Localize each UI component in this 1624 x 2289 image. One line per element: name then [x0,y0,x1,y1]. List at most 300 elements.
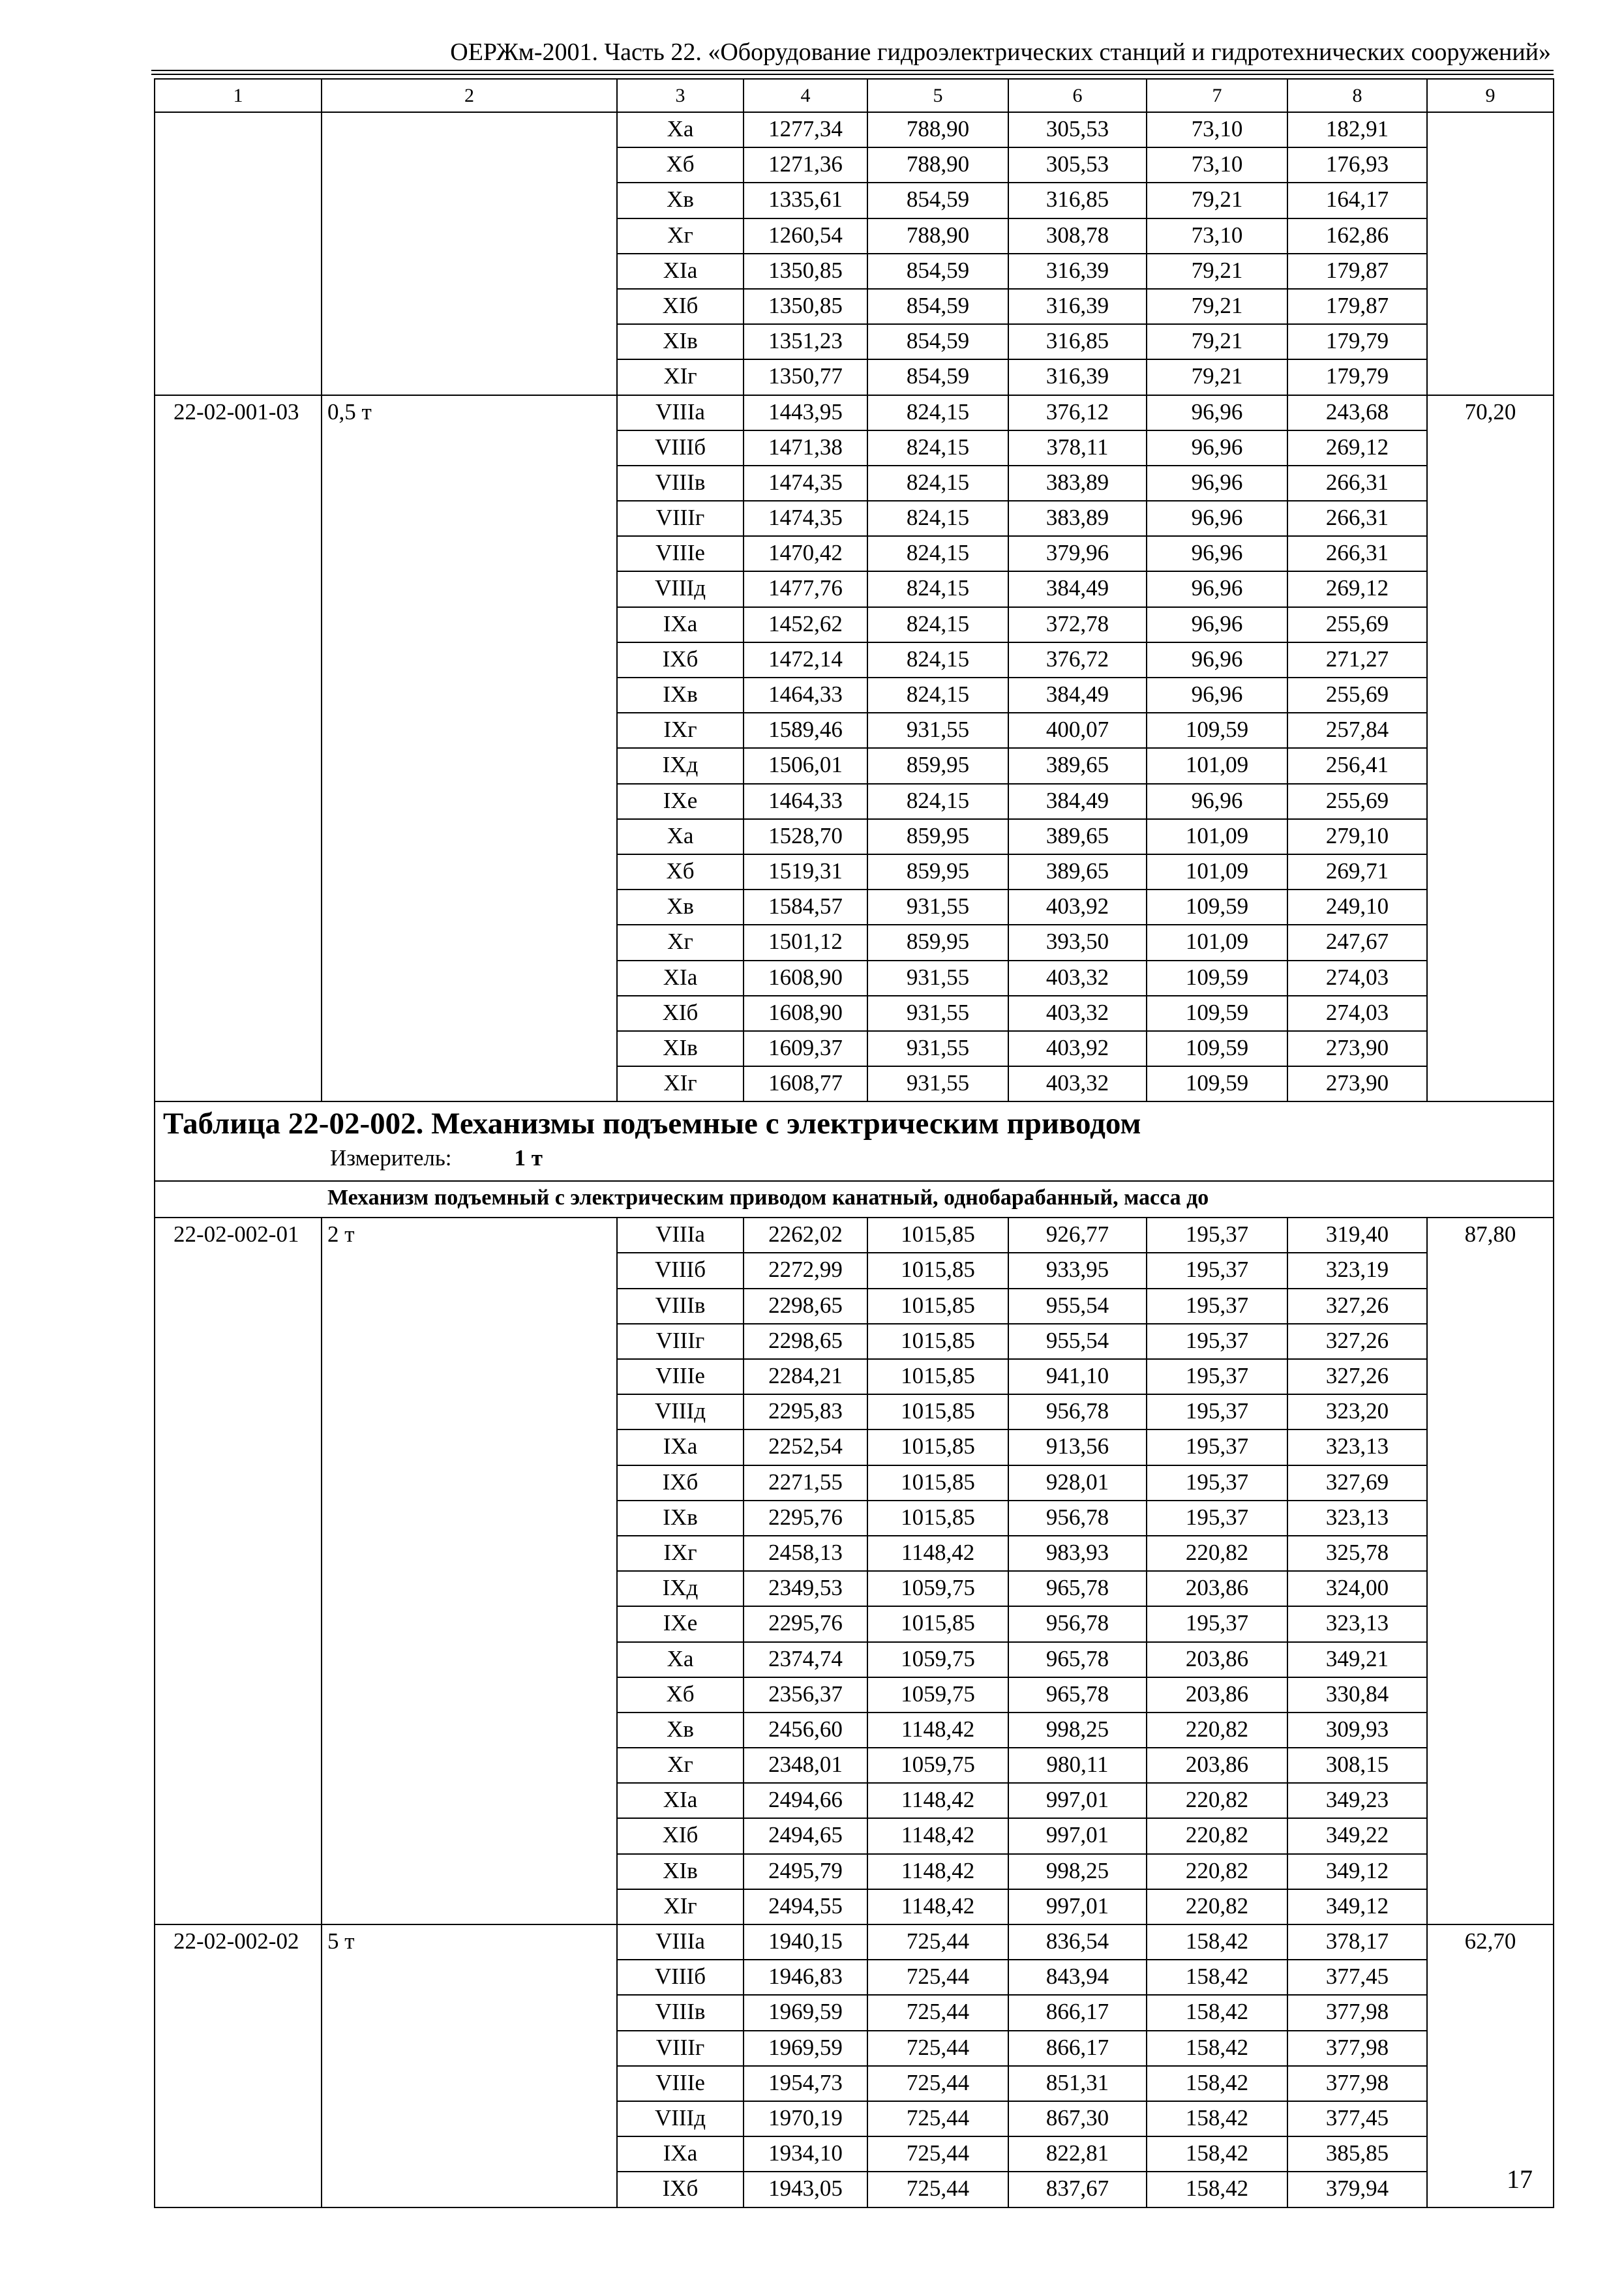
value-cell: 824,15 [867,536,1008,571]
value-cell: 79,21 [1147,183,1287,218]
value-cell: 158,42 [1147,1924,1287,1960]
value-cell: 101,09 [1147,925,1287,960]
value-cell: 324,00 [1287,1571,1427,1606]
value-cell: 2494,66 [744,1783,867,1818]
value-cell: 379,94 [1287,2172,1427,2207]
value-cell: 725,44 [867,2101,1008,2136]
value-cell: 349,22 [1287,1818,1427,1853]
value-cell: 1148,42 [867,1889,1008,1924]
value-cell: 1443,95 [744,395,867,430]
value-cell: 725,44 [867,1924,1008,1960]
value-cell: 1015,85 [867,1501,1008,1536]
region-cell: Xа [617,819,744,854]
value-cell: 725,44 [867,1960,1008,1995]
value-cell: 1059,75 [867,1571,1008,1606]
value-cell: 305,53 [1008,147,1147,183]
value-cell: 384,49 [1008,571,1147,606]
value-cell: 1528,70 [744,819,867,854]
region-cell: IXе [617,784,744,819]
value-cell: 377,98 [1287,2066,1427,2101]
value-cell: 101,09 [1147,819,1287,854]
value-cell: 203,86 [1147,1571,1287,1606]
value-cell: 1015,85 [867,1429,1008,1465]
value-cell: 96,96 [1147,678,1287,713]
value-cell: 1608,90 [744,961,867,996]
value-cell: 266,31 [1287,536,1427,571]
value-cell: 931,55 [867,1031,1008,1066]
value-cell: 330,84 [1287,1677,1427,1713]
value-cell: 274,03 [1287,996,1427,1031]
value-cell: 389,65 [1008,748,1147,783]
value-cell: 179,79 [1287,359,1427,395]
value-cell: 1470,42 [744,536,867,571]
value-cell: 854,59 [867,183,1008,218]
value-cell: 955,54 [1008,1324,1147,1359]
region-cell: VIIIе [617,1359,744,1394]
value-cell: 182,91 [1287,112,1427,147]
value-cell: 325,78 [1287,1536,1427,1571]
value-cell: 1946,83 [744,1960,867,1995]
value-cell: 257,84 [1287,713,1427,748]
value-cell: 854,59 [867,289,1008,324]
value-cell: 271,27 [1287,642,1427,678]
value-cell: 2271,55 [744,1465,867,1501]
value-cell: 1464,33 [744,678,867,713]
value-cell: 327,26 [1287,1359,1427,1394]
value-cell: 983,93 [1008,1536,1147,1571]
value-cell: 195,37 [1147,1465,1287,1501]
value-cell: 220,82 [1147,1854,1287,1889]
region-cell: IXб [617,642,744,678]
value-cell: 101,09 [1147,748,1287,783]
region-cell: Xв [617,183,744,218]
table-title-row [155,1101,1554,1181]
value-cell: 2298,65 [744,1289,867,1324]
value-cell: 2494,65 [744,1818,867,1853]
value-cell: 158,42 [1147,1960,1287,1995]
region-cell: XIб [617,289,744,324]
rate-code: 22-02-002-01 [155,1218,322,1924]
value-cell: 109,59 [1147,996,1287,1031]
value-cell: 316,85 [1008,183,1147,218]
value-cell: 998,25 [1008,1713,1147,1748]
value-cell: 269,71 [1287,854,1427,890]
value-cell: 389,65 [1008,854,1147,890]
value-cell: 1148,42 [867,1783,1008,1818]
value-cell: 1940,15 [744,1924,867,1960]
value-cell: 854,59 [867,359,1008,395]
value-cell: 1148,42 [867,1713,1008,1748]
region-cell: XIв [617,1031,744,1066]
region-cell: Xв [617,1713,744,1748]
region-cell: VIIIе [617,536,744,571]
value-cell: 1015,85 [867,1465,1008,1501]
value-cell: 851,31 [1008,2066,1147,2101]
value-cell: 379,96 [1008,536,1147,571]
labor-cost-cell: 70,20 [1427,395,1554,1102]
value-cell: 1474,35 [744,466,867,501]
value-cell: 854,59 [867,254,1008,289]
column-numbers-row [155,79,1554,112]
value-cell: 859,95 [867,925,1008,960]
value-cell: 158,42 [1147,1995,1287,2030]
region-cell: VIIIа [617,1218,744,1253]
value-cell: 247,67 [1287,925,1427,960]
value-cell: 1059,75 [867,1642,1008,1677]
labor-cost-cell [1427,112,1554,395]
region-cell: VIIIд [617,1394,744,1429]
column-number: 8 [1287,79,1427,112]
region-cell: VIIIв [617,1289,744,1324]
value-cell: 158,42 [1147,2066,1287,2101]
value-cell: 220,82 [1147,1783,1287,1818]
value-cell: 867,30 [1008,2101,1147,2136]
value-cell: 385,85 [1287,2136,1427,2172]
value-cell: 866,17 [1008,2031,1147,2066]
value-cell: 109,59 [1147,1066,1287,1101]
group-title: Механизм подъемный с электрическим приводом канатный, однобарабанный, масса до [155,1181,1554,1218]
region-cell: IXг [617,713,744,748]
value-cell: 327,26 [1287,1289,1427,1324]
value-cell: 980,11 [1008,1748,1147,1783]
value-cell: 109,59 [1147,961,1287,996]
value-cell: 403,32 [1008,996,1147,1031]
value-cell: 349,12 [1287,1854,1427,1889]
value-cell: 195,37 [1147,1501,1287,1536]
value-cell: 372,78 [1008,607,1147,642]
value-cell: 383,89 [1008,466,1147,501]
region-cell: Xв [617,890,744,925]
region-cell: Xг [617,1748,744,1783]
value-cell: 158,42 [1147,2136,1287,2172]
value-cell: 2348,01 [744,1748,867,1783]
value-cell: 164,17 [1287,183,1427,218]
value-cell: 931,55 [867,713,1008,748]
value-cell: 1015,85 [867,1253,1008,1288]
rate-name: 0,5 т [322,395,617,1102]
value-cell: 176,93 [1287,147,1427,183]
value-cell: 220,82 [1147,1889,1287,1924]
value-cell: 788,90 [867,147,1008,183]
value-cell: 349,21 [1287,1642,1427,1677]
value-cell: 1260,54 [744,218,867,254]
value-cell: 305,53 [1008,112,1147,147]
value-cell: 323,13 [1287,1606,1427,1641]
value-cell: 327,69 [1287,1465,1427,1501]
value-cell: 965,78 [1008,1677,1147,1713]
value-cell: 824,15 [867,784,1008,819]
region-cell: XIб [617,1818,744,1853]
region-cell: VIIIб [617,1253,744,1288]
value-cell: 109,59 [1147,890,1287,925]
value-cell: 96,96 [1147,784,1287,819]
value-cell: 725,44 [867,1995,1008,2030]
value-cell: 956,78 [1008,1394,1147,1429]
value-cell: 965,78 [1008,1642,1147,1677]
value-cell: 377,98 [1287,2031,1427,2066]
value-cell: 1954,73 [744,2066,867,2101]
value-cell: 378,17 [1287,1924,1427,1960]
value-cell: 997,01 [1008,1818,1147,1853]
value-cell: 308,78 [1008,218,1147,254]
region-cell: Xб [617,147,744,183]
value-cell: 997,01 [1008,1783,1147,1818]
value-cell: 220,82 [1147,1818,1287,1853]
value-cell: 1059,75 [867,1677,1008,1713]
region-cell: IXе [617,1606,744,1641]
value-cell: 1148,42 [867,1854,1008,1889]
value-cell: 956,78 [1008,1501,1147,1536]
value-cell: 203,86 [1147,1748,1287,1783]
region-cell: VIIIг [617,2031,744,2066]
column-number: 6 [1008,79,1147,112]
value-cell: 376,12 [1008,395,1147,430]
value-cell: 109,59 [1147,713,1287,748]
value-cell: 377,45 [1287,1960,1427,1995]
value-cell: 859,95 [867,819,1008,854]
value-cell: 96,96 [1147,395,1287,430]
value-cell: 195,37 [1147,1289,1287,1324]
table-title-cell [155,1101,1554,1181]
rate-name: 5 т [322,1924,617,2207]
value-cell: 403,32 [1008,961,1147,996]
labor-cost-cell: 87,80 [1427,1218,1554,1924]
value-cell: 255,69 [1287,784,1427,819]
value-cell: 403,32 [1008,1066,1147,1101]
region-cell: IXб [617,2172,744,2207]
region-cell: IXд [617,1571,744,1606]
value-cell: 323,20 [1287,1394,1427,1429]
region-cell: Xа [617,112,744,147]
region-cell: VIIIе [617,2066,744,2101]
value-cell: 79,21 [1147,254,1287,289]
column-number: 2 [322,79,617,112]
value-cell: 2456,60 [744,1713,867,1748]
value-cell: 1452,62 [744,607,867,642]
value-cell: 1271,36 [744,147,867,183]
measure-line [163,1143,1553,1174]
table-row [155,1218,1554,1253]
value-cell: 266,31 [1287,466,1427,501]
value-cell: 220,82 [1147,1713,1287,1748]
value-cell: 931,55 [867,1066,1008,1101]
region-cell: Xг [617,925,744,960]
value-cell: 859,95 [867,854,1008,890]
value-cell: 195,37 [1147,1324,1287,1359]
value-cell: 403,92 [1008,1031,1147,1066]
rate-code: 22-02-002-02 [155,1924,322,2207]
value-cell: 1335,61 [744,183,867,218]
value-cell: 933,95 [1008,1253,1147,1288]
value-cell: 824,15 [867,678,1008,713]
value-cell: 266,31 [1287,501,1427,536]
region-cell: XIб [617,996,744,1031]
value-cell: 788,90 [867,218,1008,254]
value-cell: 349,12 [1287,1889,1427,1924]
value-cell: 2349,53 [744,1571,867,1606]
value-cell: 195,37 [1147,1429,1287,1465]
column-number: 3 [617,79,744,112]
value-cell: 319,40 [1287,1218,1427,1253]
value-cell: 913,56 [1008,1429,1147,1465]
value-cell: 1350,85 [744,289,867,324]
value-cell: 2295,83 [744,1394,867,1429]
value-cell: 1589,46 [744,713,867,748]
region-cell: XIг [617,359,744,395]
value-cell: 2295,76 [744,1606,867,1641]
value-cell: 1015,85 [867,1218,1008,1253]
value-cell: 1351,23 [744,324,867,359]
rate-name: 2 т [322,1218,617,1924]
region-cell: XIг [617,1889,744,1924]
value-cell: 195,37 [1147,1394,1287,1429]
value-cell: 956,78 [1008,1606,1147,1641]
value-cell: 822,81 [1008,2136,1147,2172]
value-cell: 824,15 [867,430,1008,466]
region-cell: XIв [617,324,744,359]
value-cell: 1471,38 [744,430,867,466]
value-cell: 79,21 [1147,359,1287,395]
value-cell: 73,10 [1147,112,1287,147]
region-cell: VIIIг [617,501,744,536]
region-cell: VIIIг [617,1324,744,1359]
value-cell: 109,59 [1147,1031,1287,1066]
value-cell: 316,39 [1008,289,1147,324]
value-cell: 1015,85 [867,1359,1008,1394]
region-cell: VIIIа [617,395,744,430]
rate-name [322,112,617,395]
value-cell: 393,50 [1008,925,1147,960]
value-cell: 195,37 [1147,1606,1287,1641]
region-cell: XIа [617,254,744,289]
value-cell: 383,89 [1008,501,1147,536]
value-cell: 179,87 [1287,289,1427,324]
value-cell: 2295,76 [744,1501,867,1536]
value-cell: 323,13 [1287,1429,1427,1465]
value-cell: 96,96 [1147,430,1287,466]
value-cell: 384,49 [1008,678,1147,713]
region-cell: VIIIв [617,466,744,501]
value-cell: 866,17 [1008,1995,1147,2030]
value-cell: 1472,14 [744,642,867,678]
region-cell: VIIIв [617,1995,744,2030]
rate-code [155,112,322,395]
value-cell: 195,37 [1147,1218,1287,1253]
value-cell: 179,87 [1287,254,1427,289]
value-cell: 96,96 [1147,642,1287,678]
value-cell: 2272,99 [744,1253,867,1288]
value-cell: 1584,57 [744,890,867,925]
value-cell: 859,95 [867,748,1008,783]
value-cell: 1015,85 [867,1289,1008,1324]
value-cell: 1015,85 [867,1394,1008,1429]
value-cell: 2252,54 [744,1429,867,1465]
value-cell: 1970,19 [744,2101,867,2136]
value-cell: 824,15 [867,642,1008,678]
labor-cost-cell: 62,70 [1427,1924,1554,2207]
value-cell: 220,82 [1147,1536,1287,1571]
header-rule [151,70,1554,75]
value-cell: 1015,85 [867,1324,1008,1359]
value-cell: 998,25 [1008,1854,1147,1889]
region-cell: XIа [617,1783,744,1818]
value-cell: 1350,85 [744,254,867,289]
value-cell: 2356,37 [744,1677,867,1713]
value-cell: 323,13 [1287,1501,1427,1536]
value-cell: 1015,85 [867,1606,1008,1641]
region-cell: IXа [617,2136,744,2172]
value-cell: 824,15 [867,571,1008,606]
value-cell: 836,54 [1008,1924,1147,1960]
value-cell: 79,21 [1147,289,1287,324]
rates-table [154,78,1554,2208]
measure-label: Измеритель: [330,1145,452,1171]
value-cell: 941,10 [1008,1359,1147,1394]
region-cell: IXа [617,607,744,642]
value-cell: 162,86 [1287,218,1427,254]
value-cell: 377,98 [1287,1995,1427,2030]
value-cell: 1148,42 [867,1536,1008,1571]
value-cell: 1506,01 [744,748,867,783]
value-cell: 158,42 [1147,2031,1287,2066]
page-number: 17 [1507,2164,1533,2194]
value-cell: 376,72 [1008,642,1147,678]
value-cell: 2458,13 [744,1536,867,1571]
value-cell: 1609,37 [744,1031,867,1066]
region-cell: VIIIб [617,430,744,466]
value-cell: 725,44 [867,2031,1008,2066]
value-cell: 279,10 [1287,819,1427,854]
value-cell: 725,44 [867,2066,1008,2101]
value-cell: 824,15 [867,607,1008,642]
value-cell: 255,69 [1287,607,1427,642]
value-cell: 2494,55 [744,1889,867,1924]
value-cell: 158,42 [1147,2172,1287,2207]
value-cell: 931,55 [867,961,1008,996]
region-cell: IXг [617,1536,744,1571]
value-cell: 928,01 [1008,1465,1147,1501]
value-cell: 824,15 [867,395,1008,430]
value-cell: 824,15 [867,501,1008,536]
value-cell: 96,96 [1147,536,1287,571]
value-cell: 316,85 [1008,324,1147,359]
value-cell: 179,79 [1287,324,1427,359]
value-cell: 1519,31 [744,854,867,890]
value-cell: 274,03 [1287,961,1427,996]
region-cell: Xа [617,1642,744,1677]
value-cell: 843,94 [1008,1960,1147,1995]
value-cell: 96,96 [1147,501,1287,536]
value-cell: 96,96 [1147,466,1287,501]
value-cell: 854,59 [867,324,1008,359]
value-cell: 249,10 [1287,890,1427,925]
value-cell: 256,41 [1287,748,1427,783]
value-cell: 1501,12 [744,925,867,960]
value-cell: 316,39 [1008,359,1147,395]
measure-value: 1 т [514,1145,543,1171]
table-row [155,112,1554,147]
value-cell: 403,92 [1008,890,1147,925]
value-cell: 309,93 [1287,1713,1427,1748]
value-cell: 73,10 [1147,218,1287,254]
table-row [155,1924,1554,1960]
value-cell: 349,23 [1287,1783,1427,1818]
region-cell: IXа [617,1429,744,1465]
table-row [155,395,1554,430]
value-cell: 1477,76 [744,571,867,606]
value-cell: 2284,21 [744,1359,867,1394]
value-cell: 1148,42 [867,1818,1008,1853]
